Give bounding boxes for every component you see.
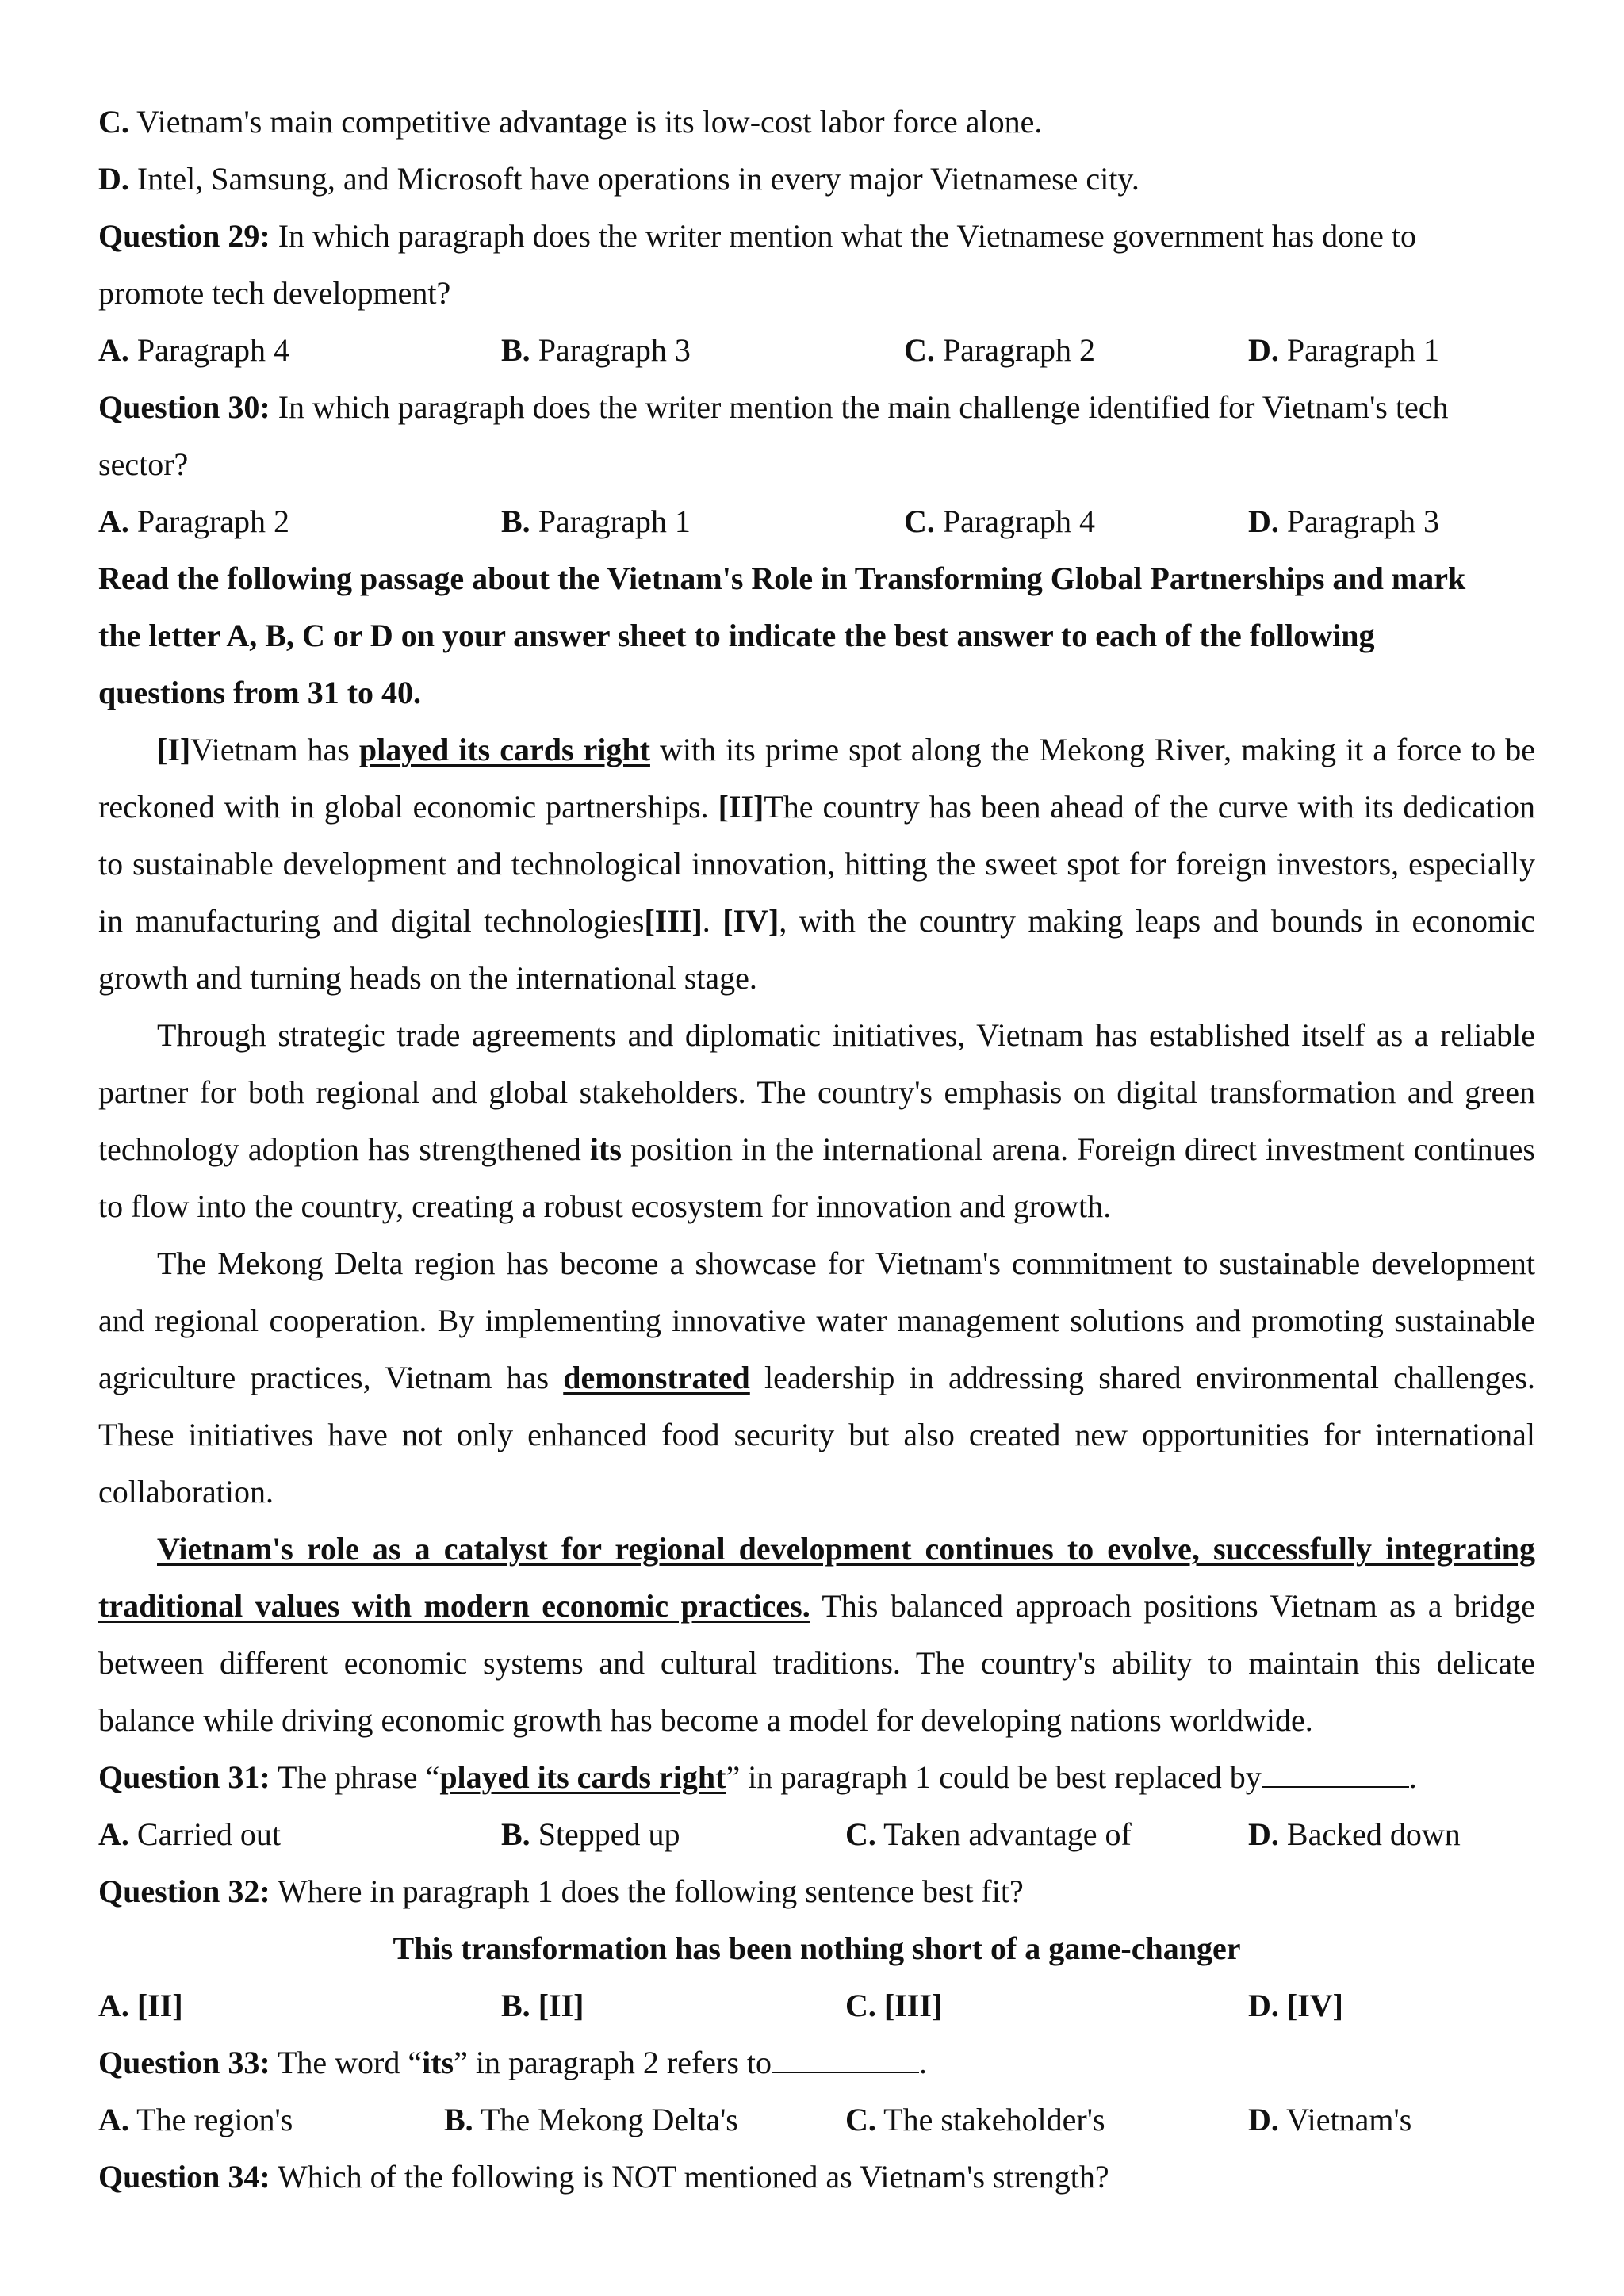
q32-options	[98, 1977, 1535, 2034]
q34-stem	[98, 2149, 1535, 2206]
question-label: Question 32:	[98, 1873, 270, 1909]
passage-paragraph-4	[98, 1521, 1535, 1749]
question-label: Question 30:	[98, 389, 270, 425]
question-label: Question 31:	[98, 1759, 270, 1795]
insert-sentence: This transformation has been nothing short of a game-changer	[393, 1931, 1241, 1966]
question-text-cont: promote tech development?	[98, 275, 451, 311]
option-text: Stepped up	[538, 1816, 680, 1852]
q31-option-b[interactable]	[501, 1806, 845, 1863]
passage-text: leadership in addressing shared environmental challenges. These initiatives have not only enhanced food security but also created new opportunities for international collaboration.	[98, 1360, 1535, 1510]
passage-text: .	[702, 903, 723, 939]
option-letter: A.	[98, 1988, 129, 2023]
q29-stem	[98, 208, 1535, 265]
option-letter: D.	[1248, 1988, 1279, 2023]
passage-paragraph-1	[98, 721, 1535, 1007]
q28-option-c	[98, 94, 1535, 151]
option-letter: D.	[1248, 332, 1279, 368]
instructions-text: questions from 31 to 40.	[98, 675, 422, 710]
q31-options	[98, 1806, 1535, 1863]
q30-option-d[interactable]	[1248, 493, 1439, 550]
question-text: .	[919, 2045, 928, 2080]
position-marker: [I]	[157, 732, 191, 767]
position-marker: [III]	[644, 903, 703, 939]
option-text: [IV]	[1286, 1988, 1343, 2023]
passage-text: , with the country making leaps and bounds in economic growth and turning heads on the international stage.	[98, 903, 1536, 996]
option-letter: B.	[501, 503, 530, 539]
q30-option-b[interactable]	[501, 493, 904, 550]
target-word: its	[422, 2045, 454, 2080]
q31-option-c[interactable]	[845, 1806, 1248, 1863]
instructions-line	[98, 664, 1535, 721]
question-text: Which of the following is NOT mentioned as Vietnam's strength?	[277, 2159, 1109, 2195]
option-letter: C.	[904, 503, 935, 539]
question-text: ” in paragraph 1 could be best replaced by	[726, 1759, 1262, 1795]
q29-options	[98, 322, 1535, 379]
passage-paragraph-2	[98, 1007, 1535, 1235]
question-text: In which paragraph does the writer mention the main challenge identified for Vietnam's tech	[278, 389, 1449, 425]
option-letter: B.	[501, 1988, 530, 2023]
q30-option-a[interactable]	[98, 493, 501, 550]
passage-text: The Mekong Delta region has become a showcase for Vietnam's commitment to sustainable development and regional cooperation. By implementing innovative water management solutions and promoting sustainable agriculture practices, Vietnam has	[98, 1246, 1535, 1395]
option-text: Intel, Samsung, and Microsoft have operations in every major Vietnamese city.	[136, 161, 1139, 197]
option-text: Paragraph 4	[136, 332, 290, 368]
option-letter: A.	[98, 503, 129, 539]
passage-text: The country has been ahead of the curve with its dedication to sustainable development and technological innovation, hitting the sweet spot for foreign investors, especially in manufacturing and digital technologies	[98, 789, 1535, 939]
q31-option-a[interactable]	[98, 1806, 501, 1863]
option-letter: D.	[1248, 1816, 1279, 1852]
option-letter: D.	[98, 161, 129, 197]
exam-page	[98, 94, 1535, 2206]
position-marker: [IV]	[722, 903, 779, 939]
q29-option-d[interactable]	[1248, 322, 1439, 379]
target-phrase: played its cards right	[439, 1759, 726, 1795]
q29-option-a[interactable]	[98, 322, 501, 379]
q30-stem	[98, 379, 1535, 436]
option-letter: C.	[98, 104, 129, 140]
option-letter: C.	[845, 1988, 876, 2023]
option-text: Vietnam's main competitive advantage is its low-cost labor force alone.	[136, 104, 1043, 140]
option-letter: A.	[98, 2102, 129, 2137]
q32-option-a[interactable]	[98, 1977, 501, 2034]
instructions-line	[98, 550, 1535, 607]
q29-option-b[interactable]	[501, 322, 904, 379]
passage-text: with its prime spot along the Mekong River, making it a force to be reckoned with in global economic partnerships.	[98, 732, 1535, 825]
question-text: In which paragraph does the writer mention what the Vietnamese government has done to	[278, 218, 1416, 254]
passage-paragraph-3	[98, 1235, 1535, 1521]
q33-option-a[interactable]	[98, 2091, 444, 2149]
option-text: [II]	[538, 1988, 584, 2023]
q33-stem	[98, 2034, 1535, 2091]
option-text: Vietnam's	[1286, 2102, 1412, 2137]
q33-option-b[interactable]	[444, 2091, 845, 2149]
q32-sentence	[98, 1920, 1535, 1977]
option-text: [II]	[136, 1988, 183, 2023]
answer-blank	[772, 2045, 919, 2073]
q32-option-d[interactable]	[1248, 1977, 1343, 2034]
question-text: ” in paragraph 2 refers to	[454, 2045, 772, 2080]
q30-option-c[interactable]	[904, 493, 1248, 550]
option-text: Taken advantage of	[883, 1816, 1132, 1852]
passage-text: Through strategic trade agreements and diplomatic initiatives, Vietnam has established itself as a reliable partner for both regional and global stakeholders. The country's emphasis on digital transformation and green technology adoption has strengthened	[98, 1017, 1535, 1167]
option-letter: C.	[845, 2102, 876, 2137]
question-text: Where in paragraph 1 does the following sentence best fit?	[277, 1873, 1024, 1909]
q29-option-c[interactable]	[904, 322, 1248, 379]
instructions-text: the letter A, B, C or D on your answer sheet to indicate the best answer to each of the following	[98, 618, 1375, 653]
option-text: Paragraph 2	[942, 332, 1096, 368]
option-text: Carried out	[136, 1816, 281, 1852]
q32-option-b[interactable]	[501, 1977, 845, 2034]
option-text: Paragraph 1	[1286, 332, 1440, 368]
q33-options	[98, 2091, 1535, 2149]
question-text: The word “	[277, 2045, 423, 2080]
q32-stem	[98, 1863, 1535, 1920]
option-text: Paragraph 1	[538, 503, 691, 539]
q31-stem	[98, 1749, 1535, 1806]
option-text: [III]	[883, 1988, 943, 2023]
instructions-line	[98, 607, 1535, 664]
highlighted-sentence: Vietnam's role as a catalyst for regional development continues to evolve, successfully integrating traditional values with modern economic practices.	[98, 1531, 1535, 1624]
position-marker: [II]	[718, 789, 764, 825]
option-text: The Mekong Delta's	[480, 2102, 738, 2137]
passage-text: Vietnam has	[190, 732, 359, 767]
option-text: Paragraph 4	[942, 503, 1096, 539]
highlighted-word: demonstrated	[563, 1360, 750, 1395]
option-letter: C.	[904, 332, 935, 368]
option-letter: D.	[1248, 503, 1279, 539]
question-text: .	[1408, 1759, 1417, 1795]
passage-text: position in the international arena. Foreign direct investment continues to flow into the country, creating a robust ecosystem for innovation and growth.	[98, 1131, 1535, 1224]
option-letter: D.	[1248, 2102, 1279, 2137]
question-text: The phrase “	[277, 1759, 440, 1795]
question-label: Question 29:	[98, 218, 270, 254]
q33-option-c[interactable]	[845, 2091, 1248, 2149]
option-text: The stakeholder's	[883, 2102, 1105, 2137]
option-letter: B.	[501, 1816, 530, 1852]
question-label: Question 34:	[98, 2159, 270, 2195]
option-text: Paragraph 3	[1286, 503, 1440, 539]
highlighted-word: its	[589, 1131, 622, 1167]
question-label: Question 33:	[98, 2045, 270, 2080]
option-text: The region's	[136, 2102, 293, 2137]
option-letter: C.	[845, 1816, 876, 1852]
answer-blank	[1262, 1759, 1409, 1788]
question-text-cont: sector?	[98, 446, 189, 482]
q33-option-d[interactable]	[1248, 2091, 1411, 2149]
q28-option-d	[98, 151, 1535, 208]
instructions-text: Read the following passage about the Vietnam's Role in Transforming Global Partnerships and mark	[98, 561, 1466, 596]
option-text: Paragraph 3	[538, 332, 691, 368]
option-letter: B.	[501, 332, 530, 368]
option-text: Paragraph 2	[136, 503, 290, 539]
q30-options	[98, 493, 1535, 550]
option-text: Backed down	[1286, 1816, 1461, 1852]
q32-option-c[interactable]	[845, 1977, 1248, 2034]
passage-text: This balanced approach positions Vietnam as a bridge between different economic systems and cultural traditions. The country's ability to maintain this delicate balance while driving economic growth has become a model for developing nations worldwide.	[98, 1588, 1535, 1738]
option-letter: B.	[444, 2102, 473, 2137]
option-letter: A.	[98, 1816, 129, 1852]
q31-option-d[interactable]	[1248, 1806, 1461, 1863]
option-letter: A.	[98, 332, 129, 368]
highlighted-phrase: played its cards right	[358, 732, 650, 767]
